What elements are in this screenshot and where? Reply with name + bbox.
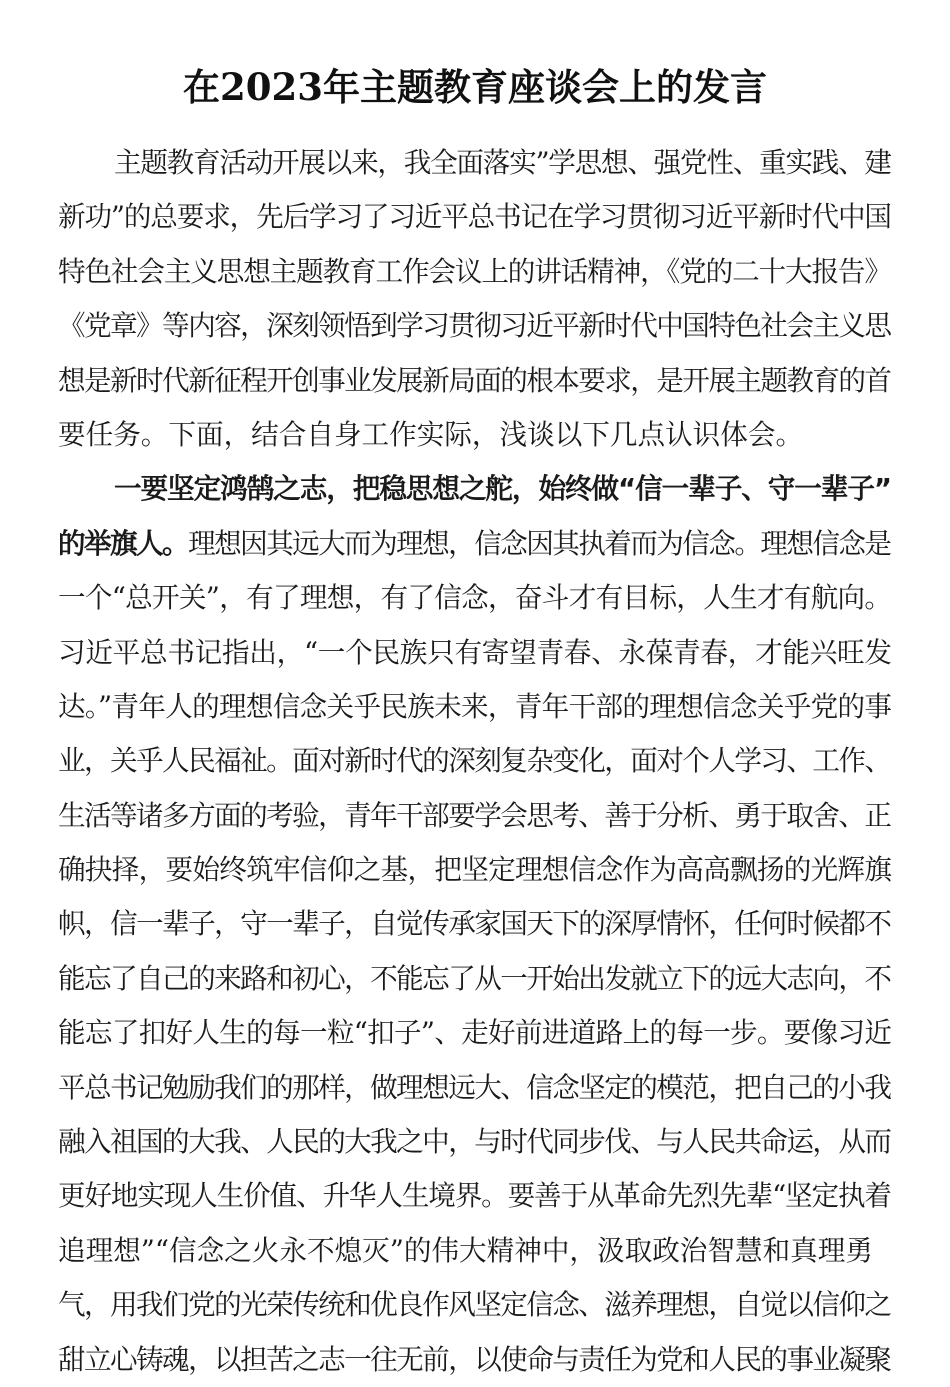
paragraph1-line: 新功”的总要求，先后学习了习近平总书记在学习贯彻习近平新时代中国 xyxy=(58,200,891,234)
paragraph2-line-rest: 理想因其远大而为理想，信念因其执着而为信念。理想信念是 xyxy=(188,526,891,560)
paragraph2-line: 确抉择，要始终筑牢信仰之基，把坚定理想信念作为高高飘扬的光辉旗 xyxy=(58,853,892,887)
paragraph1-line: 要任务。下面，结合自身工作实际，浅谈以下几点认识体会。 xyxy=(58,417,804,451)
paragraph1-line: 想是新时代新征程开创事业发展新局面的根本要求，是开展主题教育的首 xyxy=(58,363,891,397)
document-title: 在2023年主题教育座谈会上的发言 xyxy=(183,65,767,109)
paragraph2-line: 一个“总开关”，有了理想，有了信念，奋斗才有目标，人生才有航向。 xyxy=(58,581,892,615)
paragraph2-line: 业，关乎人民福祉。面对新时代的深刻复杂变化，面对个人学习、工作、 xyxy=(58,744,891,778)
paragraph2-line xyxy=(58,517,892,571)
paragraph2-line: 能忘了自己的来路和初心，不能忘了从一开始出发就立下的远大志向，不 xyxy=(58,961,891,995)
paragraph1-line: 特色社会主义思想主题教育工作会议上的讲话精神，《党的二十大报告》 xyxy=(58,254,891,288)
paragraph2-heading: 一要坚定鸿鹄之志，把稳思想之舵，始终做“信一辈子、守一辈子” xyxy=(114,472,891,506)
paragraph2-line: 融入祖国的大我、人民的大我之中，与时代同步伐、与人民共命运，从而 xyxy=(58,1125,891,1159)
paragraph2-line: 帜，信一辈子，守一辈子，自觉传承家国天下的深厚情怀，任何时候都不 xyxy=(58,907,891,941)
paragraph1-line: 主题教育活动开展以来，我全面落实”学思想、强党性、重实践、建 xyxy=(114,146,891,179)
paragraph2-line: 追理想”“信念之火永不熄灭”的伟大精神中，汲取政治智慧和真理勇 xyxy=(58,1233,873,1267)
paragraph2-line: 习近平总书记指出，“一个民族只有寄望青春、永葆青春，才能兴旺发 xyxy=(58,635,892,669)
paragraph2-line: 更好地实现人生价值、升华人生境界。要善于从革命先烈先辈“坚定执着 xyxy=(58,1179,891,1213)
paragraph2-line: 甜立心铸魂，以担苦之志一往无前，以使命与责任为党和人民的事业凝聚 xyxy=(58,1342,891,1376)
paragraph2-heading-end: 的举旗人。 xyxy=(58,526,189,560)
paragraph2-line: 能忘了扣好人生的每一粒“扣子”、走好前进道路上的每一步。要像习近 xyxy=(58,1016,892,1050)
document-body xyxy=(58,136,892,1387)
paragraph2-line: 生活等诸多方面的考验，青年干部要学会思考、善于分析、勇于取舍、正 xyxy=(58,798,891,832)
paragraph1-line: 《党章》等内容，深刻领悟到学习贯彻习近平新时代中国特色社会主义思 xyxy=(58,309,891,343)
paragraph2-line: 达。”青年人的理想信念关乎民族未来，青年干部的理想信念关乎党的事 xyxy=(58,689,892,723)
paragraph2-line: 气，用我们党的光荣传统和优良作风坚定信念、滋养理想，自觉以信仰之 xyxy=(58,1288,891,1322)
paragraph2-line: 平总书记勉励我们的那样，做理想远大、信念坚定的模范，把自己的小我 xyxy=(58,1070,891,1104)
